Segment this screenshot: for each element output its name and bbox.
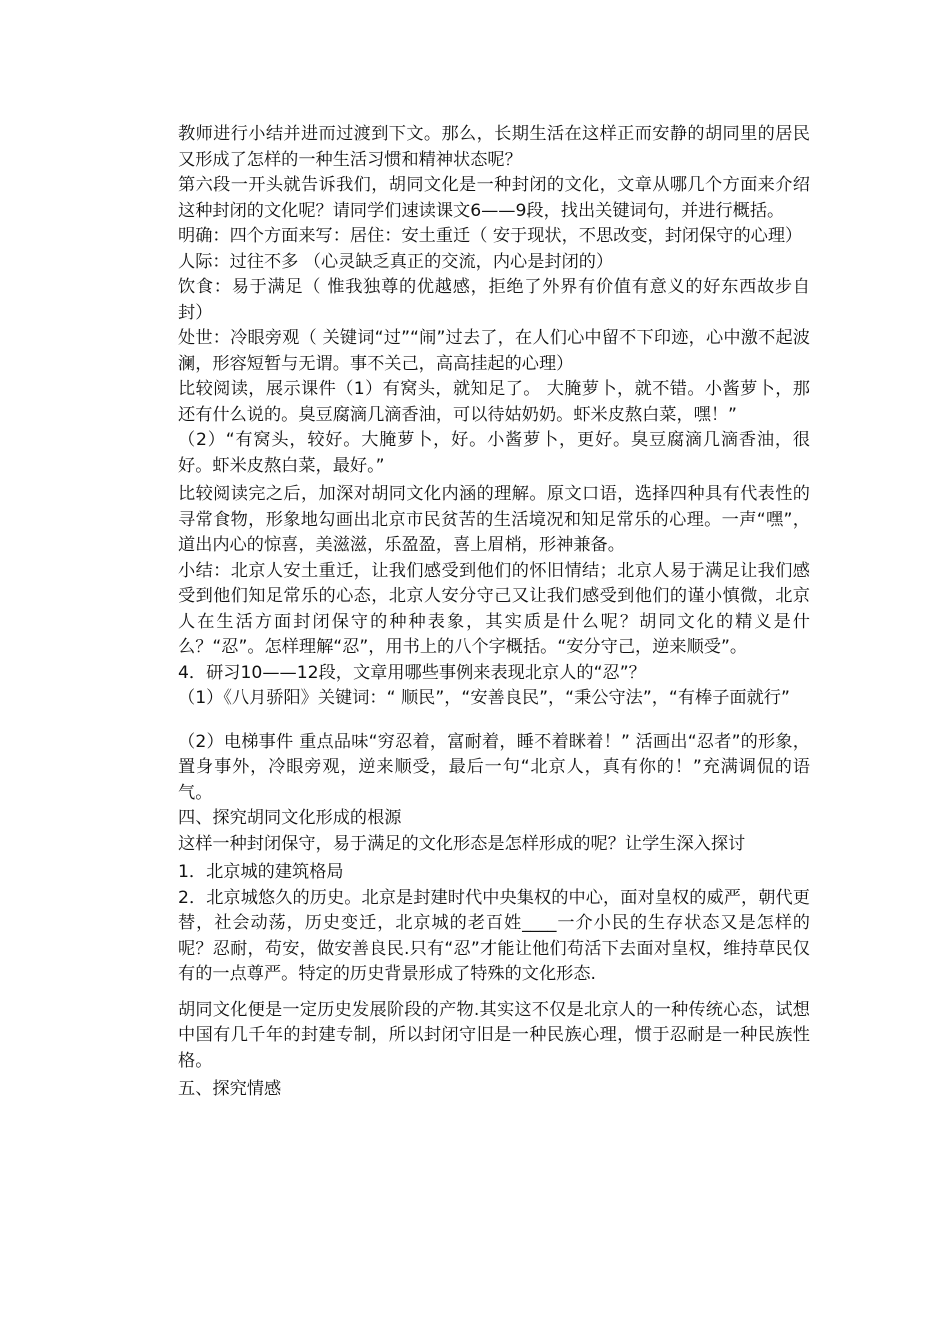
heading-section-five: 五、探究情感: [178, 1079, 282, 1099]
paragraph-example-1: （1）《八月骄阳》关键词：“ 顺民”，“安善良民”，“秉公守法”，“有棒子面就行”: [178, 688, 790, 708]
paragraph-answer-conduct: 处世：冷眼旁观（ 关键词“过”“闹”过去了，在人们心中留不下印迹，心中激不起波澜，形容短暂与无谓。事不关己，高高挂起的心理）: [178, 328, 810, 374]
paragraph-compare-analysis: 比较阅读完之后，加深对胡同文化内涵的理解。原文口语，选择四种具有代表性的寻常食物，形象地勾画出北京市民贫苦的生活境况和知足常乐的心理。一声“嘿”，道出内心的惊喜，美滋滋，乐盈盈，喜上眉梢，形神兼备。: [178, 484, 810, 555]
paragraph-summary: 小结：北京人安土重迁，让我们感受到他们的怀旧情结；北京人易于满足让我们感受到他们知足常乐的心态，北京人安分守己又让我们感受到他们的谨小慎微，北京人在生活方面封闭保守的种种表象，其实质是什么呢？胡同文化的精义是什么？“忍”。怎样理解“忍”，用书上的八个字概括。“安分守己，逆来顺受”。: [178, 560, 810, 657]
list-item-history: 2．北京城悠久的历史。北京是封建时代中央集权的中心，面对皇权的威严，朝代更替，社会动荡，历史变迁，北京城的老百姓____一介小民的生存状态又是怎样的呢？忍耐，苟安，做安善良民.只有“忍”才能让他们苟活下去面对皇权，维持草民仅有的一点尊严。特定的历史背景形成了特殊的文化形态.: [178, 887, 810, 984]
paragraph-example-2: （2）电梯事件 重点品味“穷忍着，富耐着，睡不着眯着！” 活画出“忍者”的形象，置身事外，冷眼旁观，逆来顺受，最后一句“北京人，真有你的！”充满调侃的语气。: [178, 731, 810, 803]
paragraph-explore-origin: 这样一种封闭保守，易于满足的文化形态是怎样形成的呢？让学生深入探讨: [178, 833, 746, 854]
paragraph-conclusion: 胡同文化便是一定历史发展阶段的产物.其实这不仅是北京人的一种传统心态，试想中国有几千年的封建专制，所以封闭守旧是一种民族心理，惯于忍耐是一种民族性格。: [178, 999, 810, 1071]
heading-section-four: 四、探究胡同文化形成的根源: [178, 808, 402, 828]
document-page: [178, 122, 810, 1103]
paragraph-answer-living: 明确：四个方面来写：居住：安土重迁（ 安于现状，不思改变，封闭保守的心理）: [178, 226, 803, 246]
paragraph-transition: 教师进行小结并进而过渡到下文。那么，长期生活在这样正而安静的胡同里的居民又形成了怎样的一种生活习惯和精神状态呢？: [178, 124, 810, 170]
paragraph-compare-reading-2: （2）“有窝头，较好。大腌萝卜，好。小酱萝卜，更好。臭豆腐滴几滴香油，很好。虾米皮熬白菜，最好。”: [178, 430, 810, 476]
paragraph-compare-reading-1: 比较阅读，展示课件（1）有窝头，就知足了。 大腌萝卜，就不错。小酱萝卜，那还有什么说的。臭豆腐滴几滴香油，可以待姑奶奶。虾米皮熬白菜，嘿！”: [178, 379, 810, 425]
paragraph-answer-food: 饮食：易于满足（ 惟我独尊的优越感，拒绝了外界有价值有意义的好东西故步自封）: [178, 277, 810, 323]
paragraph-answer-social: 人际：过往不多 （心灵缺乏真正的交流，内心是封闭的）: [178, 251, 614, 272]
list-item-architecture: 1．北京城的建筑格局: [178, 862, 344, 882]
paragraph-section-six: 第六段一开头就告诉我们，胡同文化是一种封闭的文化，文章从哪几个方面来介绍这种封闭的文化呢？请同学们速读课文6——9段，找出关键词句，并进行概括。: [178, 175, 810, 221]
paragraph-study-10-12: 4．研习10——12段，文章用哪些事例来表现北京人的“忍”？: [178, 662, 646, 683]
